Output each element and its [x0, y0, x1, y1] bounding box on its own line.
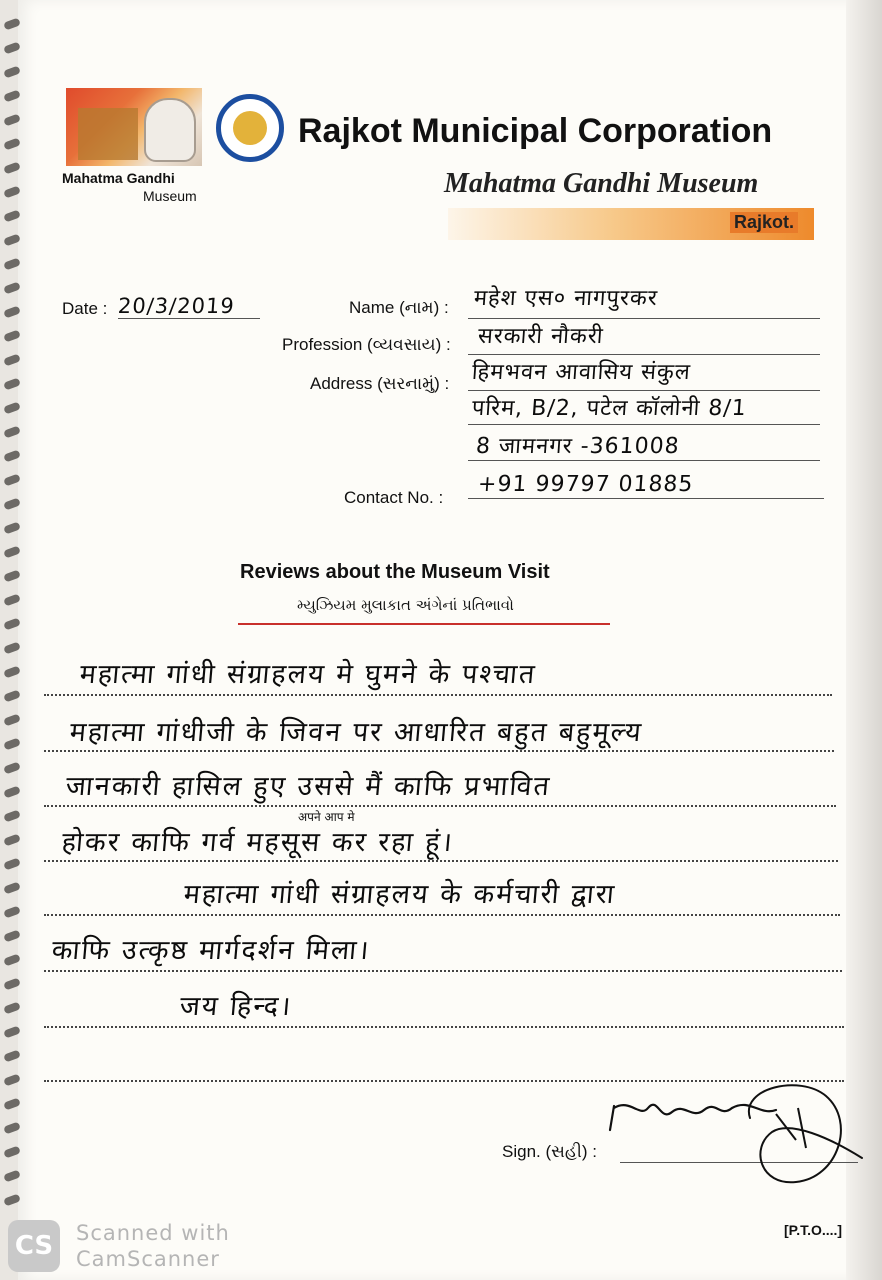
binding-ring — [3, 42, 21, 55]
address-value-2: परिम, B/2, पटेल कॉलोनी 8/1 — [471, 396, 748, 421]
contact-line — [468, 498, 824, 499]
dotted-line — [44, 914, 840, 916]
binding-ring — [3, 1146, 21, 1159]
binding-ring — [3, 450, 21, 463]
binding-ring — [3, 234, 21, 247]
review-insert-note: अपने आप मे — [298, 810, 355, 824]
binding-ring — [3, 258, 21, 271]
organization-title: Rajkot Municipal Corporation — [298, 112, 773, 150]
binding-ring — [3, 306, 21, 319]
binding-ring — [3, 474, 21, 487]
address-value-1: हिमभवन आवासिय संकुल — [471, 360, 692, 385]
review-line-3: जानकारी हासिल हुए उससे मैं काफि प्रभावित — [64, 771, 553, 802]
date-line — [118, 318, 260, 319]
binding-ring — [3, 66, 21, 79]
binding-ring — [3, 186, 21, 199]
binding-ring — [3, 906, 21, 919]
dotted-line — [44, 750, 834, 752]
binding-ring — [3, 834, 21, 847]
binding-ring — [3, 882, 21, 895]
city-label: Rajkot. — [730, 212, 798, 233]
binding-ring — [3, 378, 21, 391]
binding-ring — [3, 522, 21, 535]
address-value-3: 8 जामनगर -361008 — [475, 434, 681, 459]
binding-ring — [3, 1026, 21, 1039]
binding-ring — [3, 642, 21, 655]
address-line-3 — [468, 460, 820, 461]
binding-ring — [3, 666, 21, 679]
binding-ring — [3, 1074, 21, 1087]
binding-ring — [3, 330, 21, 343]
dotted-line — [44, 805, 836, 807]
binding-ring — [3, 546, 21, 559]
reviews-title: Reviews about the Museum Visit — [240, 561, 550, 583]
dotted-line — [44, 1026, 844, 1028]
binding-ring — [3, 282, 21, 295]
binding-ring — [3, 1122, 21, 1135]
address-line-1 — [468, 390, 820, 391]
binding-ring — [3, 858, 21, 871]
binding-ring — [3, 18, 21, 31]
binding-ring — [3, 402, 21, 415]
reviews-underline — [238, 623, 610, 625]
page-turn-note: [P.T.O....] — [784, 1222, 843, 1238]
binding-ring — [3, 162, 21, 175]
binding-ring — [3, 978, 21, 991]
profession-label: Profession (વ્યવસાય) : — [282, 335, 451, 354]
museum-title: Mahatma Gandhi Museum — [444, 168, 759, 199]
binding-ring — [3, 114, 21, 127]
profession-value: सरकारी नौकरी — [477, 324, 605, 349]
sign-label: Sign. (સહી) : — [502, 1142, 597, 1161]
contact-label: Contact No. : — [344, 488, 444, 507]
scanner-watermark-line-2: CamScanner — [76, 1247, 220, 1271]
binding-ring — [3, 138, 21, 151]
binding-ring — [3, 594, 21, 607]
date-value: 20/3/2019 — [117, 294, 236, 318]
binding-ring — [3, 1194, 21, 1207]
dotted-line — [44, 970, 842, 972]
binding-ring — [3, 1050, 21, 1063]
spiral-binding — [0, 0, 26, 1280]
date-label: Date : — [62, 299, 108, 318]
logo-title: Mahatma Gandhi — [62, 170, 175, 186]
review-line-2: महात्मा गांधीजी के जिवन पर आधारित बहुत बहुमूल्य — [68, 717, 645, 748]
review-line-4: होकर काफि गर्व महसूस कर रहा हूं। — [60, 827, 456, 858]
binding-ring — [3, 786, 21, 799]
dotted-line — [44, 860, 838, 862]
contact-value: +91 99797 01885 — [477, 472, 695, 497]
binding-ring — [3, 426, 21, 439]
signature-drawing — [600, 1078, 870, 1188]
scanner-watermark — [76, 1220, 230, 1272]
name-label: Name (નામ) : — [349, 298, 449, 317]
binding-ring — [3, 618, 21, 631]
binding-ring — [3, 1170, 21, 1183]
binding-ring — [3, 714, 21, 727]
review-line-1: महात्मा गांधी संग्राहलय मे घुमने के पश्चात — [78, 659, 538, 690]
binding-ring — [3, 1002, 21, 1015]
reviews-subtitle: મ્યુઝિયમ મુલાકાત અંગેનાં પ્રતિભાવો — [297, 596, 514, 614]
city-banner — [448, 208, 814, 240]
profession-line — [468, 354, 820, 355]
review-line-7: जय हिन्द। — [178, 991, 294, 1022]
review-line-5: महात्मा गांधी संग्राहलय के कर्मचारी द्वारा — [182, 879, 618, 910]
dotted-line — [44, 694, 832, 696]
name-line — [468, 318, 820, 319]
binding-ring — [3, 762, 21, 775]
scanner-watermark-line-1: Scanned with — [76, 1221, 230, 1245]
review-line-6: काफि उत्कृष्ठ मार्गदर्शन मिला। — [50, 935, 372, 966]
binding-ring — [3, 354, 21, 367]
binding-ring — [3, 210, 21, 223]
binding-ring — [3, 90, 21, 103]
binding-ring — [3, 810, 21, 823]
binding-ring — [3, 570, 21, 583]
address-label: Address (સરનામું) : — [310, 374, 450, 393]
binding-ring — [3, 690, 21, 703]
gandhi-museum-logo — [66, 88, 202, 166]
municipal-seal-icon — [216, 94, 284, 162]
logo-subtitle: Museum — [143, 188, 197, 204]
camscanner-logo-icon: CS — [8, 1220, 60, 1272]
binding-ring — [3, 954, 21, 967]
binding-ring — [3, 930, 21, 943]
binding-ring — [3, 738, 21, 751]
name-value: महेश एस० नागपुरकर — [473, 286, 659, 311]
binding-ring — [3, 498, 21, 511]
binding-ring — [3, 1098, 21, 1111]
address-line-2 — [468, 424, 820, 425]
